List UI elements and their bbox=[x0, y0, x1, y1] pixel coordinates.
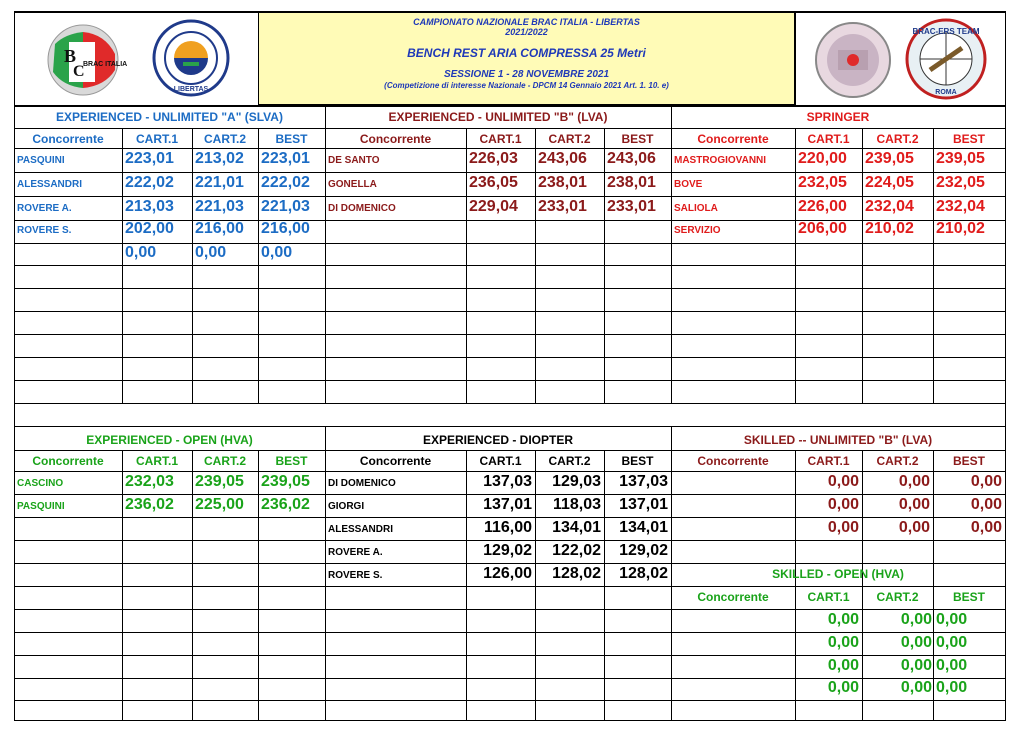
col-header-concorrente: Concorrente bbox=[359, 454, 432, 468]
competitor-name: PASQUINI bbox=[17, 501, 65, 512]
cart1-score: 0,00 bbox=[827, 611, 859, 628]
cart1-score: 0,00 bbox=[125, 244, 157, 261]
grid-line bbox=[604, 450, 605, 720]
best-score: 236,02 bbox=[261, 496, 310, 513]
grid-line bbox=[14, 148, 1006, 149]
cart1-score: 236,05 bbox=[469, 174, 518, 191]
col-header-cart2: CART.2 bbox=[548, 132, 591, 146]
cart1-score: 137,01 bbox=[483, 496, 532, 513]
col-header-cart2: CART.2 bbox=[203, 454, 246, 468]
section-title-springer: SPRINGER bbox=[806, 110, 870, 124]
grid-line bbox=[671, 105, 672, 403]
section-title-hva: EXPERIENCED - OPEN (HVA) bbox=[86, 433, 253, 447]
section-title-diopter: EXPERIENCED - DIOPTER bbox=[422, 433, 574, 447]
grid-line bbox=[535, 450, 536, 720]
col-header-cart1: CART.1 bbox=[807, 132, 850, 146]
grid-line bbox=[14, 105, 1006, 107]
cart1-score: 213,03 bbox=[125, 198, 174, 215]
svg-text:C: C bbox=[73, 63, 85, 80]
grid-line bbox=[14, 357, 1006, 358]
grid-line bbox=[258, 450, 259, 720]
col-header-cart1: CART.1 bbox=[135, 454, 178, 468]
grid-line bbox=[795, 128, 796, 403]
cart1-score: 232,05 bbox=[798, 174, 847, 191]
grid-line bbox=[466, 450, 467, 720]
grid-line bbox=[14, 609, 1006, 610]
cart2-score: 243,06 bbox=[538, 150, 587, 167]
grid-line bbox=[862, 450, 863, 720]
cart2-score: 0,00 bbox=[900, 611, 932, 628]
competitor-name: SERVIZIO bbox=[674, 225, 721, 236]
competitor-name: ROVERE A. bbox=[17, 203, 72, 214]
cart1-score: 126,00 bbox=[483, 565, 532, 582]
grid-line bbox=[14, 632, 1006, 633]
grid-line bbox=[122, 128, 123, 403]
cart1-score: 137,03 bbox=[483, 473, 532, 490]
grid-line bbox=[258, 11, 259, 105]
grid-line bbox=[933, 128, 934, 403]
grid-line bbox=[466, 128, 467, 403]
col-header-best: BEST bbox=[952, 590, 985, 604]
competitor-name: DI DOMENICO bbox=[328, 478, 396, 489]
grid-line bbox=[192, 450, 193, 720]
grid-line bbox=[258, 128, 259, 403]
cart1-score: 232,03 bbox=[125, 473, 174, 490]
col-header-cart2: CART.2 bbox=[548, 454, 591, 468]
best-score: 137,03 bbox=[619, 473, 668, 490]
cart2-score: 0,00 bbox=[898, 473, 930, 490]
cart2-score: 221,03 bbox=[195, 198, 244, 215]
cart1-score: 223,01 bbox=[125, 150, 174, 167]
cart2-score: 0,00 bbox=[900, 634, 932, 651]
cart1-score: 0,00 bbox=[827, 634, 859, 651]
best-score: 0,00 bbox=[936, 679, 968, 696]
best-score: 233,01 bbox=[607, 198, 656, 215]
grid-line bbox=[14, 450, 1006, 451]
cart2-score: 0,00 bbox=[900, 679, 932, 696]
cart1-score: 220,00 bbox=[798, 150, 847, 167]
cart1-score: 236,02 bbox=[125, 496, 174, 513]
svg-text:BRAC ITALIA: BRAC ITALIA bbox=[83, 61, 128, 68]
cart2-score: 213,02 bbox=[195, 150, 244, 167]
cart1-score: 0,00 bbox=[827, 496, 859, 513]
grid-line bbox=[14, 403, 1006, 404]
competitor-name: ALESSANDRI bbox=[17, 179, 83, 190]
grid-line bbox=[14, 380, 1006, 381]
grid-line bbox=[14, 11, 1006, 13]
header-line2: 2021/2022 bbox=[505, 27, 548, 38]
cart2-score: 239,05 bbox=[865, 150, 914, 167]
cart2-score: 225,00 bbox=[195, 496, 244, 513]
col-header-concorrente: Concorrente bbox=[32, 132, 104, 146]
section-title-slva: EXPERIENCED - UNLIMITED "A" (SLVA) bbox=[56, 110, 283, 124]
grid-line bbox=[14, 426, 1006, 427]
best-score: 0,00 bbox=[936, 611, 968, 628]
cart1-score: 226,03 bbox=[469, 150, 518, 167]
col-header-cart1: CART.1 bbox=[807, 454, 850, 468]
brac-ers-logo-left bbox=[814, 20, 892, 100]
best-score: 216,00 bbox=[261, 220, 310, 237]
best-score: 223,01 bbox=[261, 150, 310, 167]
col-header-best: BEST bbox=[275, 454, 308, 468]
grid-line bbox=[795, 450, 796, 720]
grid-line bbox=[14, 265, 1006, 266]
brac-italia-logo bbox=[45, 24, 128, 96]
brac-ers-logo-right bbox=[904, 18, 988, 100]
grid-line bbox=[14, 517, 1006, 518]
cart1-score: 0,00 bbox=[827, 679, 859, 696]
col-header-best: BEST bbox=[621, 132, 654, 146]
grid-line bbox=[14, 494, 1006, 495]
grid-line bbox=[14, 471, 1006, 472]
best-score: 232,05 bbox=[936, 174, 985, 191]
best-score: 222,02 bbox=[261, 174, 310, 191]
cart1-score: 226,00 bbox=[798, 198, 847, 215]
competitor-name: GIORGI bbox=[328, 501, 365, 512]
cart2-score: 0,00 bbox=[900, 657, 932, 674]
cart2-score: 0,00 bbox=[898, 519, 930, 536]
championship-header bbox=[258, 12, 795, 105]
header-session: SESSIONE 1 - 28 NOVEMBRE 2021 bbox=[443, 69, 610, 81]
competitor-name: BOVE bbox=[674, 179, 703, 190]
competitor-name: SALIOLA bbox=[674, 203, 718, 214]
best-score: 0,00 bbox=[970, 519, 1002, 536]
cart2-score: 221,01 bbox=[195, 174, 244, 191]
cart1-score: 116,00 bbox=[483, 519, 532, 536]
competitor-name: ALESSANDRI bbox=[328, 524, 394, 535]
best-score: 137,01 bbox=[619, 496, 668, 513]
header-note: (Competizione di interesse Nazionale - DPCM 14 Gennaio 2021 Art. 1. 10. e) bbox=[384, 80, 669, 90]
competitor-name: PASQUINI bbox=[17, 155, 65, 166]
best-score: 238,01 bbox=[607, 174, 656, 191]
cart1-score: 0,00 bbox=[827, 657, 859, 674]
competitor-name: CASCINO bbox=[17, 478, 64, 489]
section-title-skilled_hva: SKILLED - OPEN (HVA) bbox=[772, 567, 904, 581]
cart2-score: 239,05 bbox=[195, 473, 244, 490]
col-header-cart1: CART.1 bbox=[135, 132, 178, 146]
cart1-score: 0,00 bbox=[827, 519, 859, 536]
grid-line bbox=[14, 128, 1006, 129]
grid-line bbox=[14, 586, 1006, 587]
svg-text:LIBERTAS: LIBERTAS bbox=[173, 86, 209, 93]
grid-line bbox=[14, 655, 1006, 656]
grid-line bbox=[933, 450, 934, 720]
grid-line bbox=[14, 172, 1006, 173]
grid-line bbox=[14, 288, 1006, 289]
col-header-cart2: CART.2 bbox=[876, 590, 919, 604]
cart1-score: 129,02 bbox=[483, 542, 532, 559]
col-header-concorrente: Concorrente bbox=[359, 132, 432, 146]
best-score: 221,03 bbox=[261, 198, 310, 215]
grid-line bbox=[14, 334, 1006, 335]
grid-line bbox=[192, 128, 193, 403]
grid-line bbox=[795, 11, 796, 105]
col-header-concorrente: Concorrente bbox=[32, 454, 104, 468]
cart1-score: 202,00 bbox=[125, 220, 174, 237]
cart2-score: 233,01 bbox=[538, 198, 587, 215]
cart2-score: 122,02 bbox=[552, 542, 601, 559]
col-header-cart1: CART.1 bbox=[807, 590, 850, 604]
cart2-score: 0,00 bbox=[898, 496, 930, 513]
col-header-cart2: CART.2 bbox=[876, 132, 919, 146]
competitor-name: ROVERE A. bbox=[328, 547, 383, 558]
libertas-logo bbox=[152, 18, 230, 98]
section-title-skilled_lva: SKILLED -- UNLIMITED "B" (LVA) bbox=[743, 433, 933, 447]
grid-line bbox=[14, 540, 1006, 541]
best-score: 239,05 bbox=[261, 473, 310, 490]
best-score: 0,00 bbox=[970, 496, 1002, 513]
best-score: 0,00 bbox=[936, 657, 968, 674]
cart2-score: 210,02 bbox=[865, 220, 914, 237]
cart2-score: 118,03 bbox=[552, 496, 601, 513]
competitor-name: ROVERE S. bbox=[328, 570, 383, 581]
best-score: 239,05 bbox=[936, 150, 985, 167]
grid-line bbox=[122, 450, 123, 720]
best-score: 243,06 bbox=[607, 150, 656, 167]
grid-line bbox=[14, 720, 1006, 721]
grid-line bbox=[862, 128, 863, 403]
grid-line bbox=[535, 128, 536, 403]
svg-text:BRAC-ERS TEAM: BRAC-ERS TEAM bbox=[912, 27, 980, 36]
col-header-cart1: CART.1 bbox=[479, 454, 522, 468]
col-header-best: BEST bbox=[275, 132, 308, 146]
grid-line bbox=[325, 105, 326, 403]
grid-line bbox=[325, 426, 326, 720]
cart2-score: 238,01 bbox=[538, 174, 587, 191]
competitor-name: MASTROGIOVANNI bbox=[674, 155, 767, 166]
best-score: 232,04 bbox=[936, 198, 985, 215]
grid-line bbox=[604, 128, 605, 403]
cart1-score: 206,00 bbox=[798, 220, 847, 237]
cart2-score: 224,05 bbox=[865, 174, 914, 191]
cart1-score: 0,00 bbox=[827, 473, 859, 490]
cart2-score: 0,00 bbox=[195, 244, 227, 261]
col-header-cart1: CART.1 bbox=[479, 132, 522, 146]
best-score: 134,01 bbox=[619, 519, 668, 536]
grid-line bbox=[14, 700, 1006, 701]
section-title-lva: EXPERIENCED - UNLIMITED "B" (LVA) bbox=[388, 110, 608, 124]
col-header-concorrente: Concorrente bbox=[697, 590, 769, 604]
svg-text:ROMA: ROMA bbox=[935, 89, 957, 96]
best-score: 210,02 bbox=[936, 220, 985, 237]
cart2-score: 134,01 bbox=[552, 519, 601, 536]
svg-text:B: B bbox=[64, 46, 77, 66]
grid-line bbox=[14, 563, 1006, 564]
best-score: 128,02 bbox=[619, 565, 668, 582]
col-header-cart2: CART.2 bbox=[876, 454, 919, 468]
header-title: BENCH REST ARIA COMPRESSA 25 Metri bbox=[407, 45, 646, 60]
grid-line bbox=[1005, 11, 1006, 720]
col-header-best: BEST bbox=[621, 454, 654, 468]
header-line1: CAMPIONATO NAZIONALE BRAC ITALIA - LIBERTAS bbox=[413, 17, 640, 27]
best-score: 0,00 bbox=[936, 634, 968, 651]
cart2-score: 232,04 bbox=[865, 198, 914, 215]
competitor-name: DE SANTO bbox=[328, 155, 380, 166]
best-score: 0,00 bbox=[970, 473, 1002, 490]
best-score: 129,02 bbox=[619, 542, 668, 559]
cart2-score: 129,03 bbox=[552, 473, 601, 490]
competitor-name: GONELLA bbox=[328, 179, 377, 190]
col-header-cart2: CART.2 bbox=[203, 132, 246, 146]
grid-line bbox=[14, 196, 1006, 197]
best-score: 0,00 bbox=[261, 244, 293, 261]
col-header-best: BEST bbox=[952, 454, 985, 468]
competitor-name: ROVERE S. bbox=[17, 225, 72, 236]
col-header-concorrente: Concorrente bbox=[697, 454, 769, 468]
cart1-score: 229,04 bbox=[469, 198, 518, 215]
competitor-name: DI DOMENICO bbox=[328, 203, 396, 214]
grid-line bbox=[14, 311, 1006, 312]
col-header-concorrente: Concorrente bbox=[697, 132, 769, 146]
col-header-best: BEST bbox=[952, 132, 985, 146]
cart2-score: 128,02 bbox=[552, 565, 601, 582]
cart2-score: 216,00 bbox=[195, 220, 244, 237]
cart1-score: 222,02 bbox=[125, 174, 174, 191]
